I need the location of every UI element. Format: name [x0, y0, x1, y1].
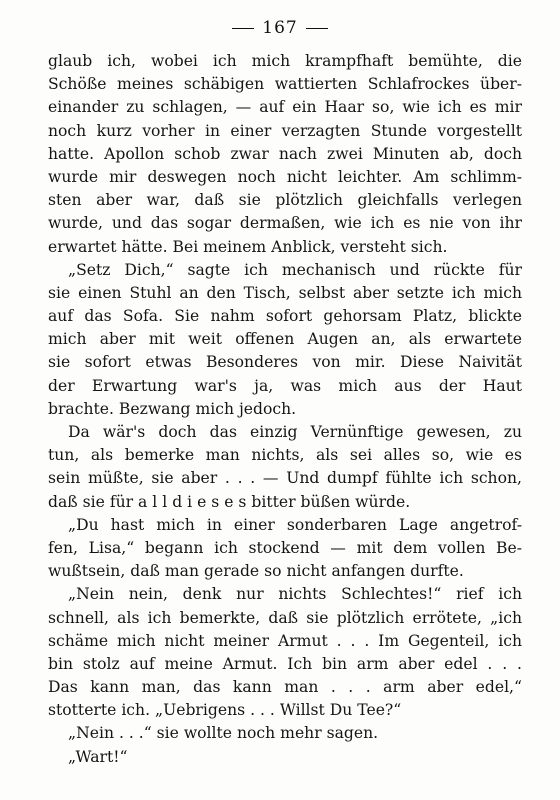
text-line: fen, Lisa,“ begann ich stockend — mit dem vollen Be- — [48, 538, 522, 557]
text-line: auf das Sofa. Sie nahm sofort gehorsam Platz, blickte — [48, 307, 522, 326]
text-line: mich aber mit weit offenen Augen an, als erwartete — [48, 330, 522, 349]
text-line: brachte. Bezwang mich jedoch. — [48, 399, 297, 418]
text-line: „Setz Dich,“ sagte ich mechanisch und rückte für — [68, 260, 522, 279]
text-line: sein müßte, sie aber . . . — Und dumpf fühlte ich schon, — [48, 469, 522, 488]
text-line: sten aber war, daß sie plötzlich gleichfalls verlegen — [48, 191, 522, 210]
text-line: „Du hast mich in einer sonderbaren Lage angetrof- — [68, 515, 522, 534]
text-line: hatte. Apollon schob zwar nach zwei Minuten ab, doch — [48, 144, 522, 163]
header-dash-left — [232, 28, 254, 29]
body-text — [48, 50, 522, 769]
text-line: wurde mir deswegen noch nicht leichter. Am schlimm- — [48, 167, 522, 186]
text-line: noch kurz vorher in einer verzagten Stunde vorgestellt — [48, 121, 522, 140]
text-line: „Wart!“ — [68, 747, 128, 766]
text-line: wurde, und das sogar dermaßen, wie ich es nie von ihr — [48, 214, 522, 233]
text-line: wußtsein, daß man gerade so nicht anfangen durfte. — [48, 562, 464, 581]
header-dash-right — [306, 28, 328, 29]
text-line: sie sofort etwas Besonderes von mir. Diese Naivität — [48, 353, 522, 372]
text-line: sie einen Stuhl an den Tisch, selbst aber setzte ich mich — [48, 283, 522, 302]
text-line: Das kann man, das kann man . . . arm aber edel,“ — [48, 678, 522, 697]
text-line: Schöße meines schäbigen wattierten Schlafrockes über- — [48, 75, 522, 94]
text-line: erwartet hätte. Bei meinem Anblick, versteht sich. — [48, 237, 448, 256]
text-line: Da wär's doch das einzig Vernünftige gewesen, zu — [68, 423, 522, 441]
text-line: schäme mich nicht meiner Armut . . . Im Gegenteil, ich — [48, 631, 522, 650]
text-line: schnell, als ich bemerkte, daß sie plötzlich errötete, „ich — [48, 608, 522, 627]
text-line: stotterte ich. „Uebrigens . . . Willst Du Tee?“ — [48, 701, 402, 720]
text-line: bin stolz auf meine Armut. Ich bin arm aber edel . . . — [48, 654, 522, 673]
text-line: tun, als bemerke man nichts, als sei alles so, wie es — [48, 446, 522, 465]
text-line: einander zu schlagen, — auf ein Haar so, wie ich es mir — [48, 98, 522, 117]
text-line: glaub ich, wobei ich mich krampfhaft bemühte, die — [48, 52, 522, 70]
text-line: der Erwartung war's ja, was mich aus der Haut — [48, 376, 522, 395]
page-number: 167 — [262, 18, 298, 38]
text-line: „Nein . . .“ sie wollte noch mehr sagen. — [68, 724, 379, 743]
text-line: daß sie für a l l d i e s e s bitter büßen würde. — [48, 492, 411, 511]
page-header — [0, 18, 560, 38]
text-line: „Nein nein, denk nur nichts Schlechtes!“ rief ich — [68, 585, 522, 604]
